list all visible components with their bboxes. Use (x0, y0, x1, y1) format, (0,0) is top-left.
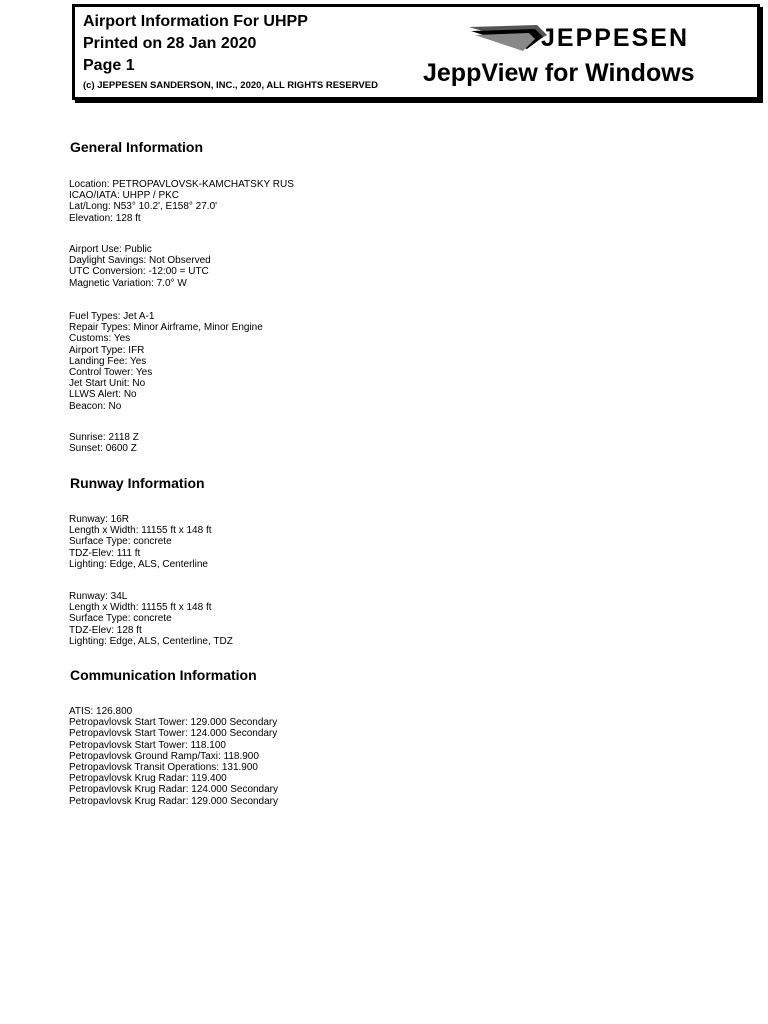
info-line: Petropavlovsk Start Tower: 129.000 Secondary (69, 717, 278, 729)
info-line: Airport Type: IFR (69, 344, 145, 356)
info-line: ATIS: 126.800 (69, 706, 133, 717)
info-line: Surface Type: concrete (69, 536, 172, 548)
swoosh-icon (469, 23, 549, 53)
info-line: Petropavlovsk Krug Radar: 124.000 Secondary (69, 784, 279, 796)
runway-information-heading: Runway Information (70, 475, 205, 491)
info-line: Airport Use: Public (69, 244, 152, 255)
info-line: Repair Types: Minor Airframe, Minor Engine (69, 322, 263, 334)
info-line: Lighting: Edge, ALS, Centerline (69, 558, 208, 570)
info-line: Location: PETROPAVLOVSK-KAMCHATSKY RUS (69, 179, 294, 190)
general-group-location (69, 179, 294, 224)
copyright-notice: (c) JEPPESEN SANDERSON, INC., 2020, ALL RIGHTS RESERVED (83, 80, 378, 91)
info-line: UTC Conversion: -12:00 = UTC (69, 266, 209, 278)
info-line: Control Tower: Yes (69, 367, 153, 379)
info-line: Elevation: 128 ft (69, 212, 141, 224)
page-number: Page 1 (83, 57, 135, 74)
communication-information-heading: Communication Information (70, 667, 257, 683)
general-group-sun-times (69, 432, 139, 454)
info-line: Sunset: 0600 Z (69, 443, 137, 455)
header-info (83, 11, 378, 93)
report-title: Airport Information For UHPP (83, 13, 308, 30)
info-line: TDZ-Elev: 128 ft (69, 624, 142, 636)
info-line: ICAO/IATA: UHPP / PKC (69, 190, 180, 202)
report-header (72, 4, 760, 100)
info-line: Petropavlovsk Ground Ramp/Taxi: 118.900 (69, 750, 259, 762)
info-line: Daylight Savings: Not Observed (69, 255, 211, 267)
info-line: Lat/Long: N53° 10.2', E158° 27.0' (69, 201, 218, 213)
info-line: Petropavlovsk Start Tower: 124.000 Secondary (69, 728, 278, 740)
info-line: Petropavlovsk Start Tower: 118.100 (69, 739, 226, 751)
info-line: Fuel Types: Jet A-1 (69, 311, 155, 322)
app-title: JeppView for Windows (423, 59, 695, 87)
info-line: Jet Start Unit: No (69, 378, 146, 390)
info-line: Customs: Yes (69, 333, 131, 345)
communication-frequencies (69, 706, 278, 807)
info-line: Lighting: Edge, ALS, Centerline, TDZ (69, 635, 233, 647)
logo-wordmark: JEPPESEN (541, 24, 690, 52)
info-line: Surface Type: concrete (69, 613, 172, 625)
info-line: Beacon: No (69, 400, 122, 412)
info-line: Petropavlovsk Krug Radar: 119.400 (69, 773, 227, 785)
info-line: Petropavlovsk Transit Operations: 131.900 (69, 762, 258, 774)
general-group-facilities (69, 311, 263, 412)
general-information-heading: General Information (70, 139, 204, 155)
info-line: Petropavlovsk Krug Radar: 129.000 Secondary (69, 795, 279, 807)
info-line: Runway: 34L (69, 591, 128, 602)
runway-34l (69, 591, 233, 647)
info-line: Sunrise: 2118 Z (69, 432, 139, 443)
info-line: Length x Width: 11155 ft x 148 ft (69, 602, 212, 614)
info-line: Magnetic Variation: 7.0° W (69, 277, 187, 289)
info-line: Landing Fee: Yes (69, 355, 147, 367)
jeppesen-logo (469, 23, 749, 53)
printed-date: Printed on 28 Jan 2020 (83, 35, 257, 52)
info-line: TDZ-Elev: 111 ft (69, 547, 141, 559)
info-line: Length x Width: 11155 ft x 148 ft (69, 525, 212, 537)
info-line: LLWS Alert: No (69, 389, 137, 401)
runway-16r (69, 514, 212, 570)
general-group-airport-use (69, 244, 211, 289)
info-line: Runway: 16R (69, 514, 130, 525)
